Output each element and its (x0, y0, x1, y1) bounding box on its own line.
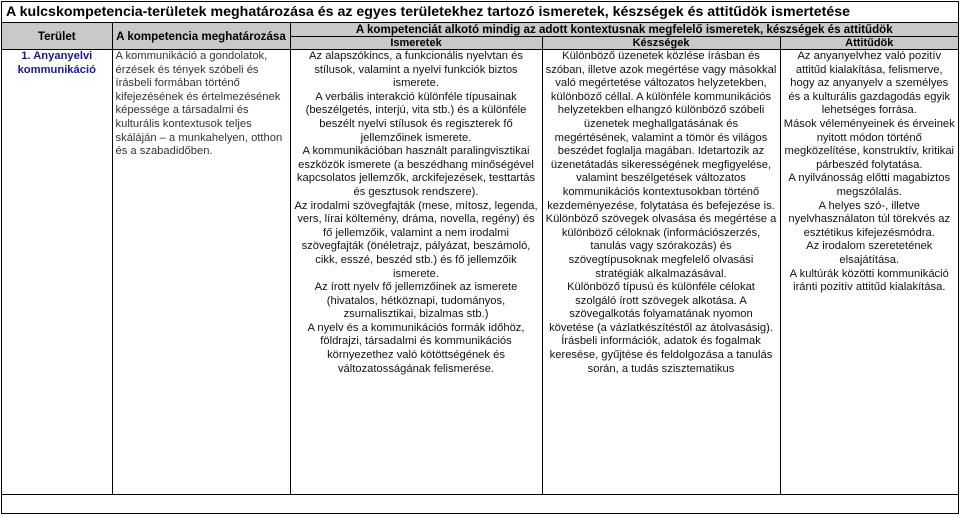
attitudes-paragraph: A kultúrák közötti kommunikáció iránti pozitív attitűd kialakítása. (789, 267, 949, 294)
skills-paragraph: Különböző típusú és különféle célokat szolgáló írott szövegek alkotása. A szövegalkotás folyamatának nyomon követése (a vázlatkészítéstől az átolvasásig). (549, 281, 773, 334)
knowledge-cell (290, 50, 542, 495)
document-page (1, 1, 959, 514)
skills-paragraph: Különböző szövegek olvasása és megértése a különböző céloknak (információszerzés, tanulás vagy szórakozás) és szövegtípusoknak megfelelő olvasási stratégiák alkalmazásával. (545, 213, 777, 280)
attitudes-paragraph: Mások véleményeinek és érveinek nyitott módon történő megközelítése, konstruktív, kritikai párbeszéd folytatása. (783, 117, 955, 171)
attitudes-cell (780, 50, 958, 495)
header-area: Terület (2, 23, 112, 50)
page-title: A kulcskompetencia-területek meghatározása és az egyes területekhez tartozó ismeretek, készségek és attitűdök ismertetése (2, 2, 958, 23)
attitudes-paragraph: A nyilvánosság előtti magabiztos megszólalás. (788, 172, 951, 198)
knowledge-paragraph: Az írott nyelv fő jellemzőinek az ismerete (hivatalos, hétköznapi, tudományos, zsurnalisztikai, bizalmas stb.) (314, 281, 518, 321)
definition-cell: A kommunikáció a gondolatok, érzések és tények szóbeli és írásbeli formában történő kifejezésének és értelmezésének képessége a társadalmi és kulturális kontextusok teljes skáláján – a munkahelyen, otthon és a szabadidőben. (112, 50, 290, 495)
competence-table (2, 23, 958, 495)
header-overall: A kompetenciát alkotó mindig az adott kontextusnak megfelelő ismeretek, készségek és attitűdök (290, 23, 958, 37)
attitudes-paragraph: Az anyanyelvhez való pozitív attitűd kialakítása, felismerve, hogy az anyanyelv a személyes és a kulturális gazdagodás egyik lehetséges forrása. (788, 50, 951, 117)
header-row (2, 23, 958, 37)
knowledge-paragraph: A verbális interakció különféle típusainak (beszélgetés, interjú, vita stb.) és a különféle beszélt nyelvi stílusok és regiszterek fő jellemzőinek ismerete. (305, 90, 527, 144)
knowledge-paragraph: Az alapszókincs, a funkcionális nyelvtan és stílusok, valamint a nyelvi funkciók biztos ismerete. (309, 50, 523, 90)
header-attitudes: Attitűdök (780, 37, 958, 50)
header-skills: Készségek (542, 37, 780, 50)
skills-paragraph: Különböző üzenetek közlése írásban és szóban, illetve azok megértése vagy másokkal való megértetése változatos helyzetekben, különböző céllal. A különféle kommunikációs helyzetekben elhangzó különböző szóbeli üzenetek meghallgatásának és megértésének, valamint a tömör és világos beszédet foglalja magában. Idetartozik az üzenetátadás sikerességének megfigyelése, valamint beszélgetések változatos kommunikációs kontextusokban történő kezdeményezése, folytatása és befejezése is. (545, 50, 777, 212)
skills-cell (542, 50, 780, 495)
header-knowledge: Ismeretek (290, 37, 542, 50)
skills-paragraph: Írásbeli információk, adatok és fogalmak keresése, gyűjtése és feldolgozása a tanulás során, a tudás szisztematikus (549, 335, 773, 375)
knowledge-paragraph: A kommunikációban használt paralingvisztikai eszközök ismerete (a beszédhang minőségével kapcsolatos jellemzők, arckifejezések, testtartás és gesztusok rendszere). (296, 145, 536, 198)
attitudes-paragraph: Az irodalom szeretetének elsajátítása. (806, 240, 933, 266)
knowledge-paragraph: A nyelv és a kommunikációs formák időhöz, földrajzi, társadalmi és kommunikációs környezethez való kötöttségének és változatosságának felismerése. (307, 321, 525, 375)
table-row (2, 50, 958, 495)
knowledge-paragraph: Az irodalmi szövegfajták (mese, mítosz, legenda, vers, lírai költemény, dráma, novella, regény) és fő jellemzőik, valamint a nem irodalmi szövegfajták (önéletrajz, pályázat, beszámoló, cikk, esszé, beszéd stb.) és fő jellemzőik ismerete. (294, 199, 538, 280)
header-definition: A kompetencia meghatározása (112, 23, 290, 50)
attitudes-paragraph: A helyes szó-, illetve nyelvhasználaton túl törekvés az esztétikus kifejezésmódra. (788, 199, 951, 239)
area-cell: 1. Anyanyelvi kommunikáció (2, 50, 112, 495)
